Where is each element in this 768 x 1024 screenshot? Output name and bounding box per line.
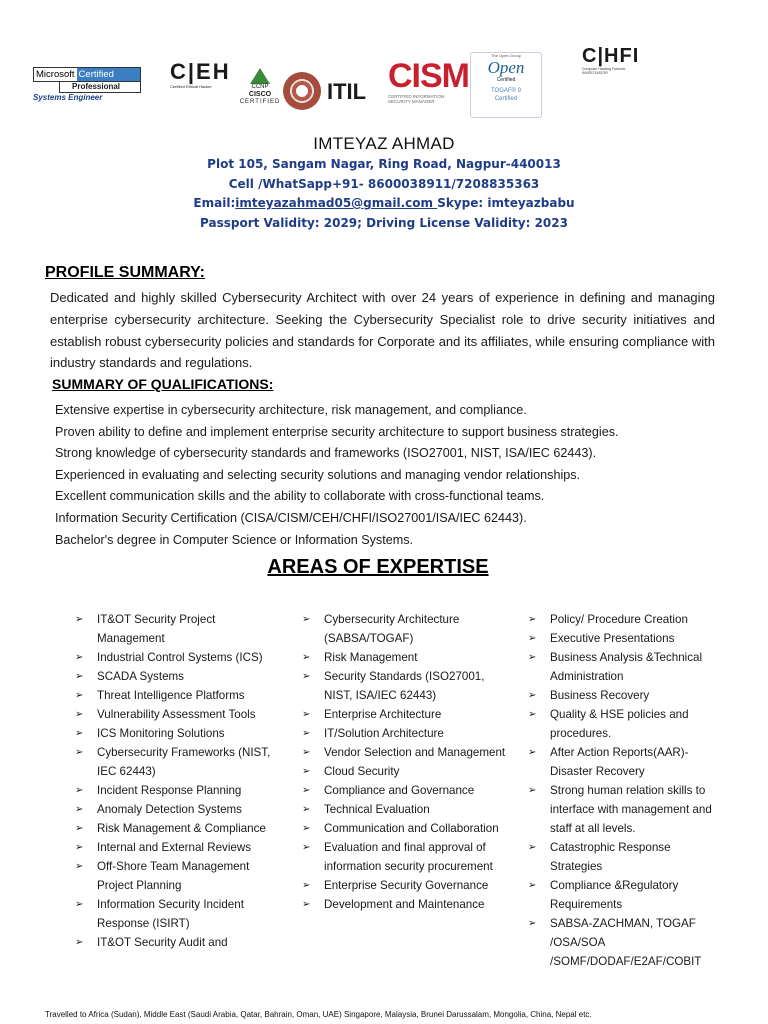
togaf-open-certified-logo <box>470 52 542 118</box>
list-item <box>55 400 619 422</box>
ccnp-cisco-logo <box>235 68 285 114</box>
list-item <box>75 933 275 952</box>
arrow-bullet-icon: ➢ <box>528 918 537 929</box>
arrow-bullet-icon: ➢ <box>302 728 311 739</box>
contact-block <box>0 133 768 233</box>
expertise-column-1 <box>75 610 275 952</box>
chfi-sub: Computer Hacking Forensic INVESTIGATOR <box>582 67 626 75</box>
email-skype-line <box>0 194 768 214</box>
arrow-bullet-icon: ➢ <box>75 709 84 720</box>
list-item-text: Threat Intelligence Platforms <box>97 689 245 702</box>
arrow-bullet-icon: ➢ <box>75 804 84 815</box>
arrow-bullet-icon: ➢ <box>75 747 84 758</box>
list-item <box>528 629 718 648</box>
list-item-text: Business Recovery <box>550 689 650 702</box>
ceh-logo-sub: Certified Ethical Hacker <box>170 84 212 89</box>
list-item-text: SABSA-ZACHMAN, TOGAF /OSA/SOA /SOMF/DODAF/E2AF/COBIT <box>550 917 702 968</box>
list-item <box>55 465 619 487</box>
address: Plot 105, Sangam Nagar, Ring Road, Nagpur-440013 <box>207 157 561 171</box>
arrow-bullet-icon: ➢ <box>302 614 311 625</box>
arrow-bullet-icon: ➢ <box>528 614 537 625</box>
arrow-bullet-icon: ➢ <box>528 842 537 853</box>
list-item <box>75 838 275 857</box>
list-item-text: After Action Reports(AAR)- Disaster Recovery <box>550 746 689 778</box>
list-item-text: Vendor Selection and Management <box>324 746 506 759</box>
open-group-text: The Open Group <box>490 53 522 58</box>
chfi-text: C|HFI <box>582 45 640 67</box>
arrow-bullet-icon: ➢ <box>302 842 311 853</box>
arrow-bullet-icon: ➢ <box>75 728 84 739</box>
list-item-text: Communication and Collaboration <box>324 822 499 835</box>
ceh-logo-text: C|EH <box>170 59 231 84</box>
profile-summary-heading: PROFILE SUMMARY: <box>45 264 205 281</box>
list-item <box>75 648 275 667</box>
qualifications-list <box>55 400 619 551</box>
certified-text: CERTIFIED <box>239 99 281 105</box>
list-item <box>302 800 507 819</box>
list-item-text: ICS Monitoring Solutions <box>97 727 225 740</box>
list-item-text: IT&OT Security Project Management <box>97 613 216 645</box>
arrow-bullet-icon: ➢ <box>302 804 311 815</box>
list-item <box>302 895 507 914</box>
skype: Skype: imteyazbabu <box>437 196 575 210</box>
list-item <box>302 743 507 762</box>
list-item-text: IT/Solution Architecture <box>324 727 444 740</box>
open-text: Open <box>487 58 525 77</box>
email-label: Email: <box>193 196 236 210</box>
email-link[interactable]: imteyazahmad05@gmail.com <box>235 196 438 210</box>
list-item-text: Cybersecurity Architecture (SABSA/TOGAF) <box>324 613 460 645</box>
cisco-text: CISCO <box>248 91 272 98</box>
list-item-text: Cloud Security <box>324 765 400 778</box>
arrow-bullet-icon: ➢ <box>302 747 311 758</box>
arrow-bullet-icon: ➢ <box>528 709 537 720</box>
list-item-text: Enterprise Architecture <box>324 708 442 721</box>
list-item <box>528 705 718 743</box>
arrow-bullet-icon: ➢ <box>75 690 84 701</box>
list-item <box>528 838 718 876</box>
list-item <box>302 724 507 743</box>
list-item <box>528 686 718 705</box>
list-item <box>75 819 275 838</box>
arrow-bullet-icon: ➢ <box>75 899 84 910</box>
list-item-text: Incident Response Planning <box>97 784 242 797</box>
list-item <box>302 610 507 648</box>
list-item-text: Extensive expertise in cybersecurity architecture, risk management, and compliance. <box>55 403 527 417</box>
ms-logo-certified: Certified <box>77 68 140 81</box>
ms-logo-professional: Professional <box>59 82 141 93</box>
travel-footer: Travelled to Africa (Sudan), Middle East (Saudi Arabia, Qatar, Bahrain, Oman, UAE) Singapore, Malaysia, Brunei Darussalam, Mongolia, China, Nepal etc. <box>45 1010 592 1019</box>
phone: Cell /WhatSapp+91- 8600038911/7208835363 <box>228 176 540 191</box>
list-item-text: SCADA Systems <box>97 670 184 683</box>
profile-summary-text: Dedicated and highly skilled Cybersecurity Architect with over 24 years of experience in defining and managing enterprise cybersecurity architecture. Seeking the Cybersecurity Specialist role to drive security initiatives and establish robust cybersecurity policies and standards for Corporate and its affiliates, while ensuring compliance with industry standards and regulations. <box>50 290 715 371</box>
arrow-bullet-icon: ➢ <box>302 899 311 910</box>
list-item-text: Compliance and Governance <box>324 784 475 797</box>
list-item <box>528 743 718 781</box>
list-item <box>75 686 275 705</box>
ccnp-triangle-icon <box>250 68 270 84</box>
arrow-bullet-icon: ➢ <box>75 652 84 663</box>
list-item <box>75 724 275 743</box>
arrow-bullet-icon: ➢ <box>302 823 311 834</box>
list-item <box>75 743 275 781</box>
list-item <box>55 422 619 444</box>
list-item-text: Risk Management <box>324 651 418 664</box>
arrow-bullet-icon: ➢ <box>528 747 537 758</box>
arrow-bullet-icon: ➢ <box>75 614 84 625</box>
list-item <box>75 857 275 895</box>
list-item <box>528 648 718 686</box>
arrow-bullet-icon: ➢ <box>528 785 537 796</box>
qualifications-heading: SUMMARY OF QUALIFICATIONS: <box>52 376 274 392</box>
ccnp-text: CCNP <box>251 84 269 90</box>
list-item-text: Policy/ Procedure Creation <box>550 613 688 626</box>
cism-text: CISM <box>388 57 469 95</box>
list-item <box>528 914 718 971</box>
arrow-bullet-icon: ➢ <box>75 937 84 948</box>
list-item <box>75 705 275 724</box>
list-item <box>55 530 619 552</box>
list-item-text: Bachelor's degree in Computer Science or Information Systems. <box>55 532 413 547</box>
arrow-bullet-icon: ➢ <box>528 633 537 644</box>
list-item-text: Quality & HSE policies and procedures. <box>550 708 689 740</box>
list-item-text: Risk Management & Compliance <box>97 822 266 835</box>
list-item-text: Compliance &Regulatory Requirements <box>550 879 679 911</box>
list-item-text: Business Analysis &Technical Administration <box>550 651 703 683</box>
arrow-bullet-icon: ➢ <box>528 690 537 701</box>
list-item-text: Technical Evaluation <box>324 803 430 816</box>
list-item-text: Strong knowledge of cybersecurity standards and frameworks (ISO27001, NIST, ISA/IEC 62443). <box>55 446 597 461</box>
arrow-bullet-icon: ➢ <box>302 671 311 682</box>
arrow-bullet-icon: ➢ <box>302 652 311 663</box>
list-item-text: Cybersecurity Frameworks (NIST, IEC 62443) <box>97 746 271 778</box>
itil-swirl-icon <box>283 72 321 110</box>
list-item-text: Vulnerability Assessment Tools <box>97 708 256 721</box>
validity: Passport Validity: 2029; Driving License Validity: 2023 <box>200 215 568 230</box>
list-item-text: Strong human relation skills to interface with management and staff at all levels. <box>550 784 712 835</box>
list-item-text: Information Security Incident Response (ISIRT) <box>97 898 244 930</box>
ms-logo-text: Microsoft <box>36 69 75 80</box>
arrow-bullet-icon: ➢ <box>302 880 311 891</box>
list-item <box>528 781 718 838</box>
list-item-text: Executive Presentations <box>550 632 675 645</box>
list-item-text: Development and Maintenance <box>324 898 485 911</box>
areas-of-expertise-heading: AREAS OF EXPERTISE <box>267 556 489 578</box>
arrow-bullet-icon: ➢ <box>75 842 84 853</box>
togaf-version: TOGAF® 9 <box>491 88 521 94</box>
arrow-bullet-icon: ➢ <box>75 861 84 872</box>
list-item <box>302 667 507 705</box>
list-item-text: Excellent communication skills and the ability to collaborate with cross-functional teams. <box>55 489 545 504</box>
list-item-text: Security Standards (ISO27001, NIST, ISA/IEC 62443) <box>324 670 485 702</box>
list-item <box>302 838 507 876</box>
list-item <box>55 508 619 530</box>
list-item <box>302 648 507 667</box>
list-item-text: Evaluation and final approval of information security procurement <box>324 841 493 873</box>
list-item-text: Experienced in evaluating and selecting security solutions and managing vendor relationships. <box>55 467 581 482</box>
arrow-bullet-icon: ➢ <box>528 652 537 663</box>
list-item <box>75 781 275 800</box>
arrow-bullet-icon: ➢ <box>302 709 311 720</box>
list-item <box>75 895 275 933</box>
arrow-bullet-icon: ➢ <box>302 766 311 777</box>
list-item <box>55 486 619 508</box>
arrow-bullet-icon: ➢ <box>75 823 84 834</box>
list-item <box>528 610 718 629</box>
list-item <box>302 781 507 800</box>
list-item <box>302 762 507 781</box>
list-item <box>75 800 275 819</box>
list-item-text: IT&OT Security Audit and <box>97 936 228 949</box>
candidate-name: IMTEYAZ AHMAD <box>313 134 455 153</box>
microsoft-certified-logo <box>33 67 141 101</box>
togaf-certified: Certified <box>494 96 518 102</box>
list-item-text: Information Security Certification (CISA/CISM/CEH/CHFI/ISO27001/ISA/IEC 62443). <box>55 510 527 525</box>
ms-logo-engineer: Systems Engineer <box>33 93 103 102</box>
list-item-text: Proven ability to define and implement enterprise security architecture to support business strategies. <box>55 424 619 439</box>
chfi-logo <box>582 45 642 80</box>
list-item-text: Industrial Control Systems (ICS) <box>97 651 263 664</box>
list-item <box>302 819 507 838</box>
list-item <box>55 443 619 465</box>
cism-sub: CERTIFIED INFORMATION SECURITY MANAGER <box>388 94 445 104</box>
list-item <box>528 876 718 914</box>
arrow-bullet-icon: ➢ <box>75 671 84 682</box>
arrow-bullet-icon: ➢ <box>75 785 84 796</box>
expertise-column-2 <box>302 610 507 914</box>
itil-logo <box>283 72 378 112</box>
list-item-text: Enterprise Security Governance <box>324 879 489 892</box>
list-item-text: Anomaly Detection Systems <box>97 803 242 816</box>
list-item <box>302 876 507 895</box>
itil-text: ITIL <box>327 79 367 104</box>
list-item <box>75 667 275 686</box>
open-certified-text: Certified <box>496 77 516 83</box>
list-item <box>302 705 507 724</box>
list-item-text: Off-Shore Team Management Project Planning <box>97 860 250 892</box>
list-item <box>75 610 275 648</box>
certification-logos <box>0 0 768 125</box>
arrow-bullet-icon: ➢ <box>302 785 311 796</box>
arrow-bullet-icon: ➢ <box>528 880 537 891</box>
togaf-text <box>471 87 541 103</box>
cism-logo <box>388 57 469 118</box>
ceh-logo <box>170 59 231 90</box>
list-item-text: Catastrophic Response Strategies <box>550 841 671 873</box>
expertise-column-3 <box>528 610 718 971</box>
list-item-text: Internal and External Reviews <box>97 841 252 854</box>
